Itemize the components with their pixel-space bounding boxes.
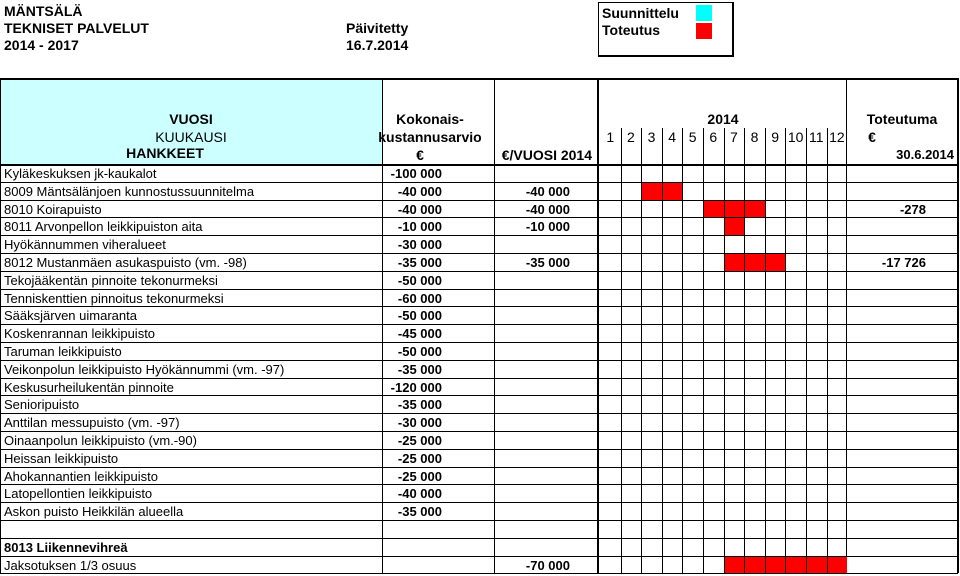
project-name: Anttilan messupuisto (vm. -97): [4, 415, 180, 431]
month-header-10: 10: [787, 129, 804, 145]
execution-month-block: [725, 557, 745, 574]
total-cost: -10 000: [397, 219, 442, 235]
cost-2014: -10 000: [525, 219, 570, 235]
org-name: MÄNTSÄLÄ: [4, 3, 83, 19]
month-header-4: 4: [668, 129, 676, 145]
total-cost: -50 000: [397, 272, 442, 288]
grid-vline: [724, 128, 725, 573]
grid-hline: [0, 78, 958, 80]
project-name: Veikonpolun leikkipuisto Hyökännummi (vm. -97): [4, 361, 285, 377]
legend-execution-label: Toteutus: [602, 22, 661, 38]
month-header-8: 8: [750, 129, 759, 145]
project-name: Ahokannantien leikkipuisto: [4, 468, 158, 484]
header-euro: €: [416, 147, 424, 163]
total-cost: -45 000: [397, 326, 442, 342]
project-name: Tekojääkentän pinnoite tekonurmeksi: [4, 272, 218, 288]
grid-vline: [621, 128, 622, 573]
project-name: 8009 Mäntsälänjoen kunnostussuunnitelma: [4, 183, 255, 199]
grid-hline: [0, 449, 958, 450]
execution-month-block: [745, 254, 765, 271]
total-cost: -40 000: [397, 183, 442, 199]
grid-vline: [597, 78, 599, 573]
month-header-3: 3: [647, 129, 656, 145]
total-cost: -25 000: [397, 468, 442, 484]
grid-vline: [703, 128, 704, 573]
grid-vline: [806, 128, 807, 573]
grid-hline: [0, 200, 958, 201]
project-name: Keskusurheilukentän pinnoite: [4, 379, 174, 395]
grid-vline: [957, 78, 959, 573]
month-header-2: 2: [626, 129, 635, 145]
execution-month-block: [725, 254, 745, 271]
total-cost: -50 000: [397, 344, 442, 359]
project-name: Jaksotuksen 1/3 osuus: [4, 557, 137, 573]
cost-2014: -40 000: [525, 201, 570, 217]
grid-hline: [0, 573, 958, 574]
month-header-7: 7: [729, 129, 738, 145]
project-schedule-table: [0, 78, 960, 573]
header-vuosi: VUOSI: [169, 111, 213, 127]
legend-planning-swatch: [696, 5, 712, 21]
header-kokonais: Kokonais-: [396, 111, 464, 127]
execution-month-block: [725, 218, 745, 235]
header-kuukausi: KUUKAUSI: [155, 129, 227, 145]
project-name: Sääksjärven uimaranta: [4, 308, 137, 324]
total-cost: -25 000: [397, 433, 442, 448]
project-name: 8010 Koirapuisto: [4, 201, 102, 217]
cost-2014: -70 000: [525, 557, 570, 573]
total-cost: -35 000: [397, 255, 442, 270]
header-toteutuma-date: 30.6.2014: [896, 147, 954, 162]
month-header-12: 12: [829, 129, 845, 145]
grid-vline: [785, 128, 786, 573]
total-cost: -50 000: [397, 308, 442, 324]
total-cost: -25 000: [397, 450, 442, 466]
grid-vline: [827, 128, 828, 573]
updated-label: Päivitetty: [346, 20, 409, 36]
total-cost: -40 000: [397, 201, 442, 217]
header-toteutuma-euro: €: [868, 129, 876, 145]
month-header-1: 1: [606, 129, 615, 145]
execution-month-block: [704, 201, 724, 218]
total-cost: -120 000: [390, 379, 442, 395]
header-hankkeet: HANKKEET: [126, 145, 204, 161]
project-name: 8012 Mustanmäen asukaspuisto (vm. -98): [4, 255, 247, 270]
updated-date: 16.7.2014: [346, 37, 409, 53]
total-cost: -100 000: [390, 166, 442, 181]
execution-month-block: [807, 557, 827, 574]
execution-month-block: [766, 557, 786, 574]
department-name: TEKNISET PALVELUT: [4, 20, 149, 36]
header-kustannusarvio: kustannusarvio: [378, 129, 482, 145]
total-cost: -35 000: [397, 361, 442, 377]
legend: [598, 2, 734, 57]
execution-month-block: [828, 557, 848, 574]
legend-execution-swatch: [696, 23, 712, 39]
month-header-5: 5: [688, 129, 697, 145]
project-name: Askon puisto Heikkilän alueella: [4, 504, 184, 520]
toteutuma-value: -278: [899, 201, 926, 217]
grid-vline: [494, 78, 495, 573]
grid-hline: [0, 538, 958, 539]
month-header-9: 9: [771, 129, 779, 145]
project-name: Oinaanpolun leikkipuisto (vm.-90): [4, 433, 197, 448]
total-cost: -35 000: [397, 504, 442, 520]
header-year: 2014: [707, 111, 739, 127]
project-name: 8013 Liikennevihreä: [4, 539, 128, 555]
cost-2014: -40 000: [525, 183, 570, 199]
execution-month-block: [642, 183, 662, 200]
plan-period: 2014 - 2017: [4, 37, 79, 53]
total-cost: -40 000: [397, 486, 442, 502]
total-cost: -60 000: [397, 290, 442, 306]
execution-month-block: [786, 557, 806, 574]
project-name: Kyläkeskuksen jk-kaukalot: [4, 166, 157, 181]
execution-month-block: [745, 557, 765, 574]
execution-month-block: [725, 201, 745, 218]
grid-vline: [765, 128, 766, 573]
execution-month-block: [663, 183, 683, 200]
total-cost: -30 000: [397, 237, 442, 253]
project-name: Senioripuisto: [4, 397, 80, 413]
project-name: Koskenrannan leikkipuisto: [4, 326, 156, 342]
total-cost: -35 000: [397, 397, 442, 413]
month-header-11: 11: [809, 129, 824, 145]
project-name: Latopellontien leikkipuisto: [4, 486, 153, 502]
toteutuma-value: -17 726: [881, 255, 926, 270]
project-name: Taruman leikkipuisto: [4, 344, 122, 359]
project-name: Tenniskenttien pinnoitus tekonurmeksi: [4, 290, 224, 306]
project-name: Heissan leikkipuisto: [4, 450, 119, 466]
cost-2014: -35 000: [525, 255, 570, 270]
grid-vline: [744, 128, 745, 573]
project-name: Hyökännummen viheralueet: [4, 237, 166, 253]
total-cost: -30 000: [397, 415, 442, 431]
execution-month-block: [766, 254, 786, 271]
legend-planning-label: Suunnittelu: [602, 5, 679, 21]
execution-month-block: [745, 201, 765, 218]
header-toteutuma: Toteutuma: [866, 111, 938, 127]
month-header-6: 6: [709, 129, 718, 145]
header-euro-per-year: €/VUOSI 2014: [501, 147, 592, 163]
project-name: 8011 Arvonpellon leikkipuiston aita: [4, 219, 203, 235]
